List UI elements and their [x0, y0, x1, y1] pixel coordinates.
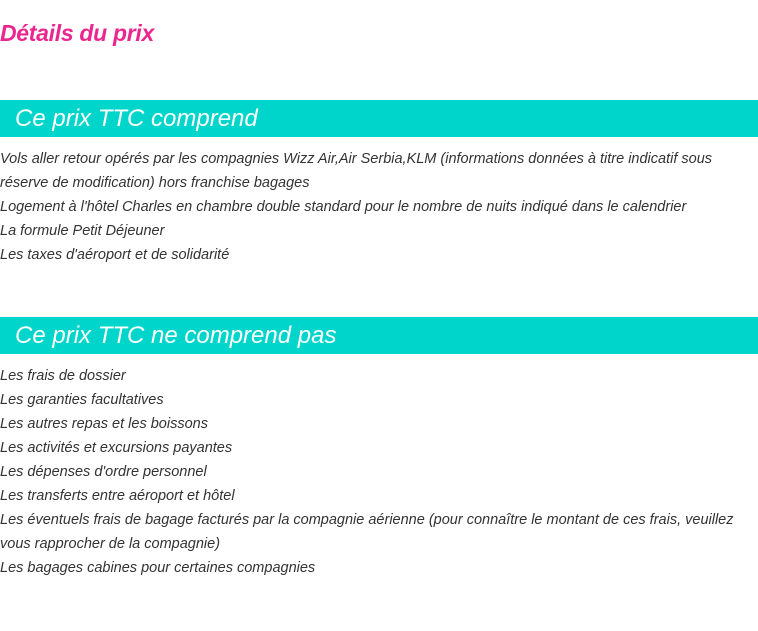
list-item: La formule Petit Déjeuner — [0, 223, 165, 239]
list-item: Les taxes d'aéroport et de solidarité — [0, 247, 230, 263]
list-item: Vols aller retour opérés par les compagnies Wizz Air,Air Serbia,KLM (informations données à titre indicatif sous réserve de modification) hors franchise bagages — [0, 151, 713, 191]
included-section-heading: Ce prix TTC comprend — [0, 100, 758, 137]
excluded-section-heading: Ce prix TTC ne comprend pas — [0, 317, 758, 354]
list-item: Les autres repas et les boissons — [0, 416, 208, 432]
excluded-list — [0, 364, 758, 580]
list-item: Logement à l'hôtel Charles en chambre double standard pour le nombre de nuits indiqué dans le calendrier — [0, 199, 687, 215]
list-item: Les transferts entre aéroport et hôtel — [0, 488, 235, 504]
page-title: Détails du prix — [0, 20, 154, 46]
list-item: Les dépenses d'ordre personnel — [0, 464, 207, 480]
list-item: Les garanties facultatives — [0, 392, 164, 408]
list-item: Les activités et excursions payantes — [0, 440, 233, 456]
list-item: Les éventuels frais de bagage facturés par la compagnie aérienne (pour connaître le montant de ces frais, veuillez vous rapprocher de la compagnie) — [0, 512, 734, 552]
list-item: Les frais de dossier — [0, 368, 126, 384]
list-item: Les bagages cabines pour certaines compagnies — [0, 560, 316, 576]
included-list — [0, 147, 758, 267]
